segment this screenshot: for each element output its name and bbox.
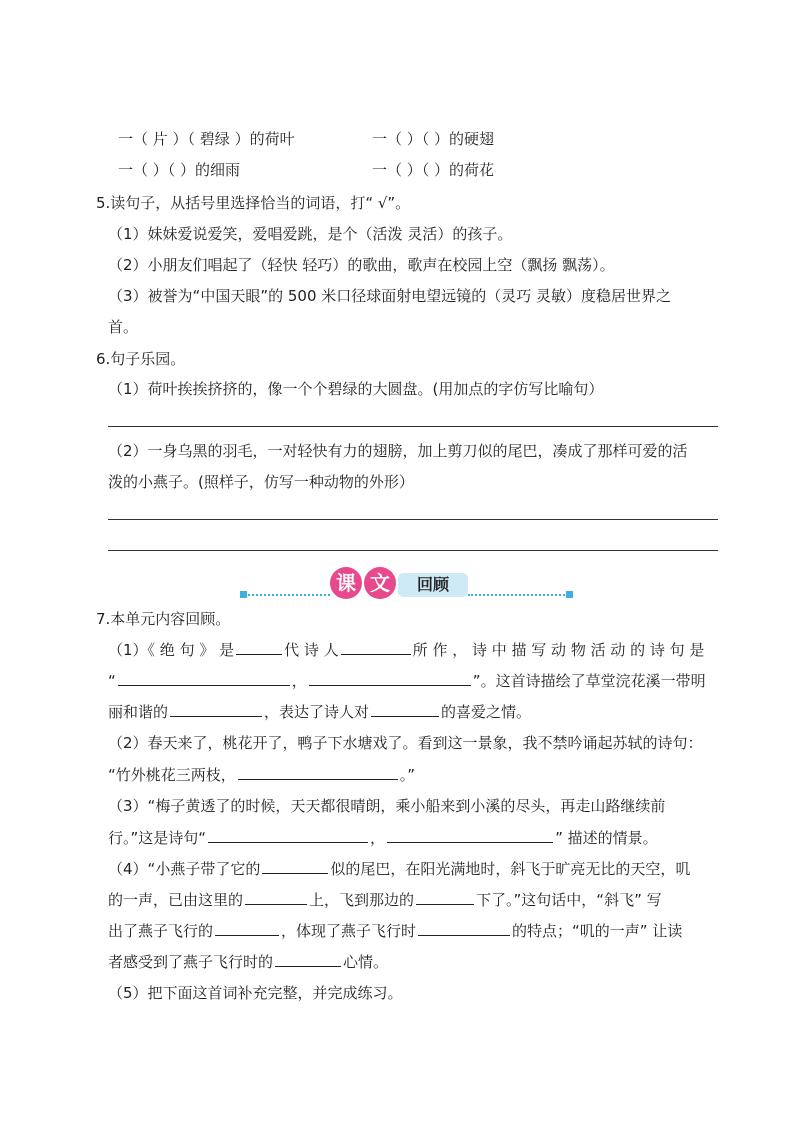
- text: “竹外桃花三两枝，: [108, 766, 236, 784]
- q7-p1-line1: [108, 639, 704, 660]
- q7-p5: （5）把下面这首词补充完整，并完成练习。: [108, 984, 403, 1002]
- q5-item3-line2: 首。: [108, 318, 139, 336]
- banner-left-square: [240, 591, 247, 598]
- q5-title: 5.读句子，从括号里选择恰当的词语，打“ √”。: [96, 194, 411, 212]
- fill-blank[interactable]: [387, 827, 553, 843]
- q7-p3-line1: （3）“梅子黄透了的时候，天天都很晴朗，乘小船来到小溪的尽头，再走山路继续前: [108, 797, 666, 815]
- q6-item1: （1）荷叶挨挨挤挤的，像一个个碧绿的大圆盘。(用加点的字仿写比喻句）: [108, 380, 604, 398]
- q4-row1-right: 一（ ）（ ）的硬翅: [372, 130, 495, 148]
- q7-p4-line3: [108, 920, 682, 941]
- text: 行。”这是诗句“: [108, 829, 207, 847]
- fill-blank[interactable]: [236, 639, 282, 655]
- text: 的特点；“叽的一声” 让读: [512, 922, 683, 940]
- text: 代 诗 人: [284, 641, 339, 659]
- q7-p1-line3: [108, 701, 531, 722]
- text: 丽和谐的: [108, 703, 169, 721]
- q7-p2-line1: （2）春天来了，桃花开了，鸭子下水塘戏了。看到这一景象，我不禁吟诵起苏轼的诗句：: [108, 734, 703, 752]
- fill-blank[interactable]: [262, 858, 328, 874]
- banner-left-dotline: [244, 594, 330, 596]
- answer-line[interactable]: [108, 550, 718, 551]
- fill-blank[interactable]: [341, 639, 411, 655]
- text: ，: [291, 672, 307, 690]
- fill-blank[interactable]: [371, 701, 439, 717]
- text: 。”: [399, 766, 416, 784]
- answer-line[interactable]: [108, 519, 718, 520]
- text: ，表达了诗人对: [264, 703, 370, 721]
- q7-p4-line1: [108, 858, 690, 879]
- text: 的一声，已由这里的: [108, 891, 244, 909]
- fill-blank[interactable]: [245, 889, 307, 905]
- banner-char-ke: 课: [330, 567, 362, 599]
- text: ” 描述的情景。: [555, 829, 658, 847]
- q7-p1-line2: [108, 670, 706, 691]
- q7-p4-line2: [108, 889, 662, 910]
- q7-title: 7.本单元内容回顾。: [96, 610, 231, 628]
- q4-row1-left: 一（ 片 ）（ 碧绿 ）的荷叶: [118, 130, 295, 148]
- answer-line[interactable]: [108, 426, 718, 427]
- q6-item2-line2: 泼的小燕子。(照样子，仿写一种动物的外形）: [108, 473, 414, 491]
- text: 心情。: [343, 953, 389, 971]
- banner-right-dotline: [468, 594, 568, 596]
- q6-title: 6.句子乐园。: [96, 350, 186, 368]
- banner-tag: 回顾: [398, 573, 468, 597]
- text: 上，飞到那边的: [309, 891, 415, 909]
- text: ，体现了燕子飞行时: [281, 922, 417, 940]
- q4-row2-right: 一（ ）（ ）的荷花: [372, 161, 495, 179]
- text: 出了燕子飞行的: [108, 922, 214, 940]
- fill-blank[interactable]: [275, 951, 341, 967]
- fill-blank[interactable]: [118, 670, 290, 686]
- fill-blank[interactable]: [238, 764, 398, 780]
- text: （1）《 绝 句 》 是: [108, 641, 235, 659]
- q5-item3-line1: （3）被誉为“中国天眼”的 500 米口径球面射电望远镜的（灵巧 灵敏）度稳居世界之: [108, 287, 672, 305]
- banner-right-square: [566, 591, 573, 598]
- q7-p4-line4: [108, 951, 388, 972]
- fill-blank[interactable]: [208, 827, 368, 843]
- text: 的喜爱之情。: [441, 703, 532, 721]
- text: 似的尾巴，在阳光满地时，斜飞于旷亮无比的天空，叽: [330, 860, 691, 878]
- text: “: [108, 672, 116, 690]
- q6-item2-line1: （2）一身乌黑的羽毛，一对轻快有力的翅膀，加上剪刀似的尾巴，凑成了那样可爱的活: [108, 442, 688, 460]
- banner-char-wen: 文: [364, 567, 396, 599]
- fill-blank[interactable]: [170, 701, 262, 717]
- q5-item2: （2）小朋友们唱起了（轻快 轻巧）的歌曲，歌声在校园上空（飘扬 飘荡）。: [108, 256, 615, 274]
- text: ，: [370, 829, 386, 847]
- section-banner: [240, 566, 574, 602]
- text: （4）“小燕子带了它的: [108, 860, 261, 878]
- q7-p2-line2: [108, 764, 415, 785]
- text: 下了。”这句话中，“斜飞” 写: [476, 891, 662, 909]
- text: ”。这首诗描绘了草堂浣花溪一带明: [472, 672, 706, 690]
- fill-blank[interactable]: [215, 920, 279, 936]
- fill-blank[interactable]: [309, 670, 471, 686]
- fill-blank[interactable]: [416, 889, 474, 905]
- text: 所 作 ， 诗 中 描 写 动 物 活 动 的 诗 句 是: [412, 641, 705, 659]
- text: 者感受到了燕子飞行时的: [108, 953, 274, 971]
- fill-blank[interactable]: [418, 920, 510, 936]
- q5-item1: （1）妹妹爱说爱笑，爱唱爱跳，是个（活泼 灵活）的孩子。: [108, 225, 513, 243]
- q4-row2-left: 一（ ）（ ）的细雨: [118, 161, 241, 179]
- q7-p3-line2: [108, 827, 658, 848]
